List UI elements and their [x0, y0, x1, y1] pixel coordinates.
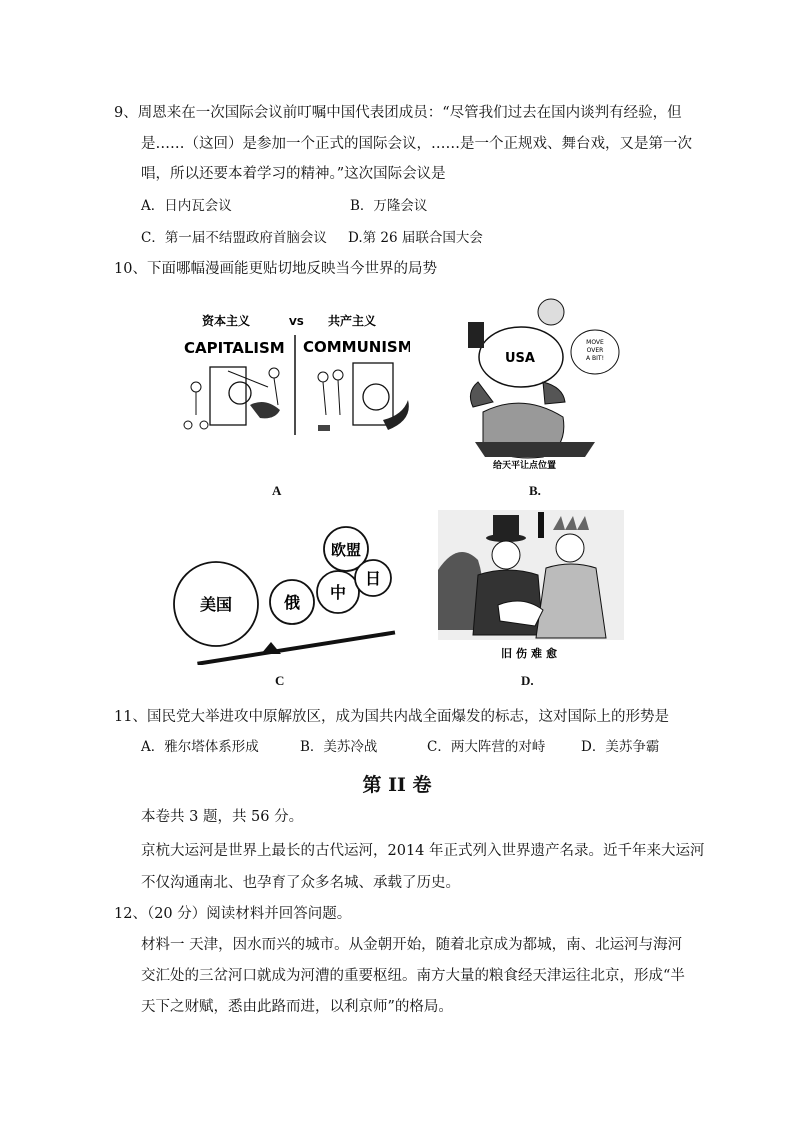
- q12-stem: 12、（20 分）阅读材料并回答问题。: [114, 906, 352, 922]
- q11-option-b: B．美苏冷战: [300, 739, 378, 755]
- canal-paragraph-line1: 京杭大运河是世界上最长的古代运河，2014 年正式列入世界遗产名录。近千年来大运河: [141, 843, 705, 859]
- cartoon-a-left-en: CAPITALISM: [184, 339, 285, 357]
- cartoon-d-drawing: [438, 510, 624, 662]
- q11-option-d: D．美苏争霸: [581, 739, 660, 755]
- section-intro: 本卷共 3 题，共 56 分。: [141, 809, 304, 825]
- q11-stem: 11、国民党大举进攻中原解放区，成为国共内战全面爆发的标志，这对国际上的形势是: [114, 709, 669, 725]
- cartoon-a-caption: A: [272, 483, 282, 498]
- cartoon-b-bubble: MOVE OVER A BIT!: [586, 339, 604, 362]
- cartoon-c-russia: 俄: [283, 593, 301, 612]
- cartoon-c: [168, 520, 398, 665]
- q11-option-c: C．两大阵营的对峙: [427, 739, 546, 755]
- q9-option-b: B．万隆会议: [350, 198, 428, 214]
- cartoon-c-caption: C: [275, 673, 285, 688]
- cartoon-d-caption: D.: [521, 673, 534, 688]
- q12-material1-line1: 材料一 天津，因水而兴的城市。从金朝开始，随着北京成为都城，南、北运河与海河: [141, 937, 683, 953]
- cartoon-a-left-cn: 资本主义: [202, 314, 251, 328]
- cartoon-c-eu: 欧盟: [330, 541, 362, 559]
- canal-paragraph-line2: 不仅沟通南北、也孕育了众多名城、承载了历史。: [141, 875, 460, 891]
- q9-line3: 唱，所以还要本着学习的精神。”这次国际会议是: [141, 166, 446, 182]
- cartoon-c-drawing: [168, 520, 398, 665]
- cartoon-a-drawing: [178, 305, 410, 440]
- cartoon-c-china: 中: [329, 583, 347, 602]
- section-title: 第 II 卷: [362, 774, 432, 796]
- q12-material1-line2: 交汇处的三岔河口就成为河漕的重要枢纽。南方大量的粮食经天津运往北京，形成“半: [141, 968, 685, 984]
- q10-stem: 10、下面哪幅漫画能更贴切地反映当今世界的局势: [114, 261, 437, 277]
- q12-material1-line3: 天下之财赋，悉由此路而进，以利京师”的格局。: [141, 999, 453, 1015]
- cartoon-a-vs: VS: [289, 317, 304, 328]
- q9-option-a: A．日内瓦会议: [141, 198, 232, 214]
- q9-line1: 9、周恩来在一次国际会议前叮嘱中国代表团成员：“尽管我们过去在国内谈判有经验，但: [114, 105, 682, 121]
- cartoon-b: [463, 292, 621, 472]
- cartoon-b-belly: USA: [505, 351, 535, 366]
- cartoon-b-bottom: 给天平让点位置: [493, 461, 557, 471]
- cartoon-d-bottom: 旧伤难愈: [501, 647, 561, 660]
- q11-option-a: A．雅尔塔体系形成: [141, 739, 259, 755]
- cartoon-a-right-en: COMMUNISM: [303, 338, 410, 356]
- q9-option-c: C．第一届不结盟政府首脑会议: [141, 230, 327, 246]
- cartoon-d: [438, 510, 624, 662]
- cartoon-a-right-cn: 共产主义: [328, 314, 377, 328]
- cartoon-c-usa: 美国: [199, 595, 233, 614]
- q9-option-d: D.第 26 届联合国大会: [348, 230, 483, 246]
- cartoon-b-drawing: [463, 292, 621, 472]
- q9-line2: 是……（这回）是参加一个正式的国际会议，……是一个正规戏、舞台戏，又是第一次: [141, 136, 692, 152]
- cartoon-a: [178, 305, 410, 440]
- cartoon-c-japan: 日: [364, 569, 382, 588]
- cartoon-b-caption: B.: [529, 483, 541, 498]
